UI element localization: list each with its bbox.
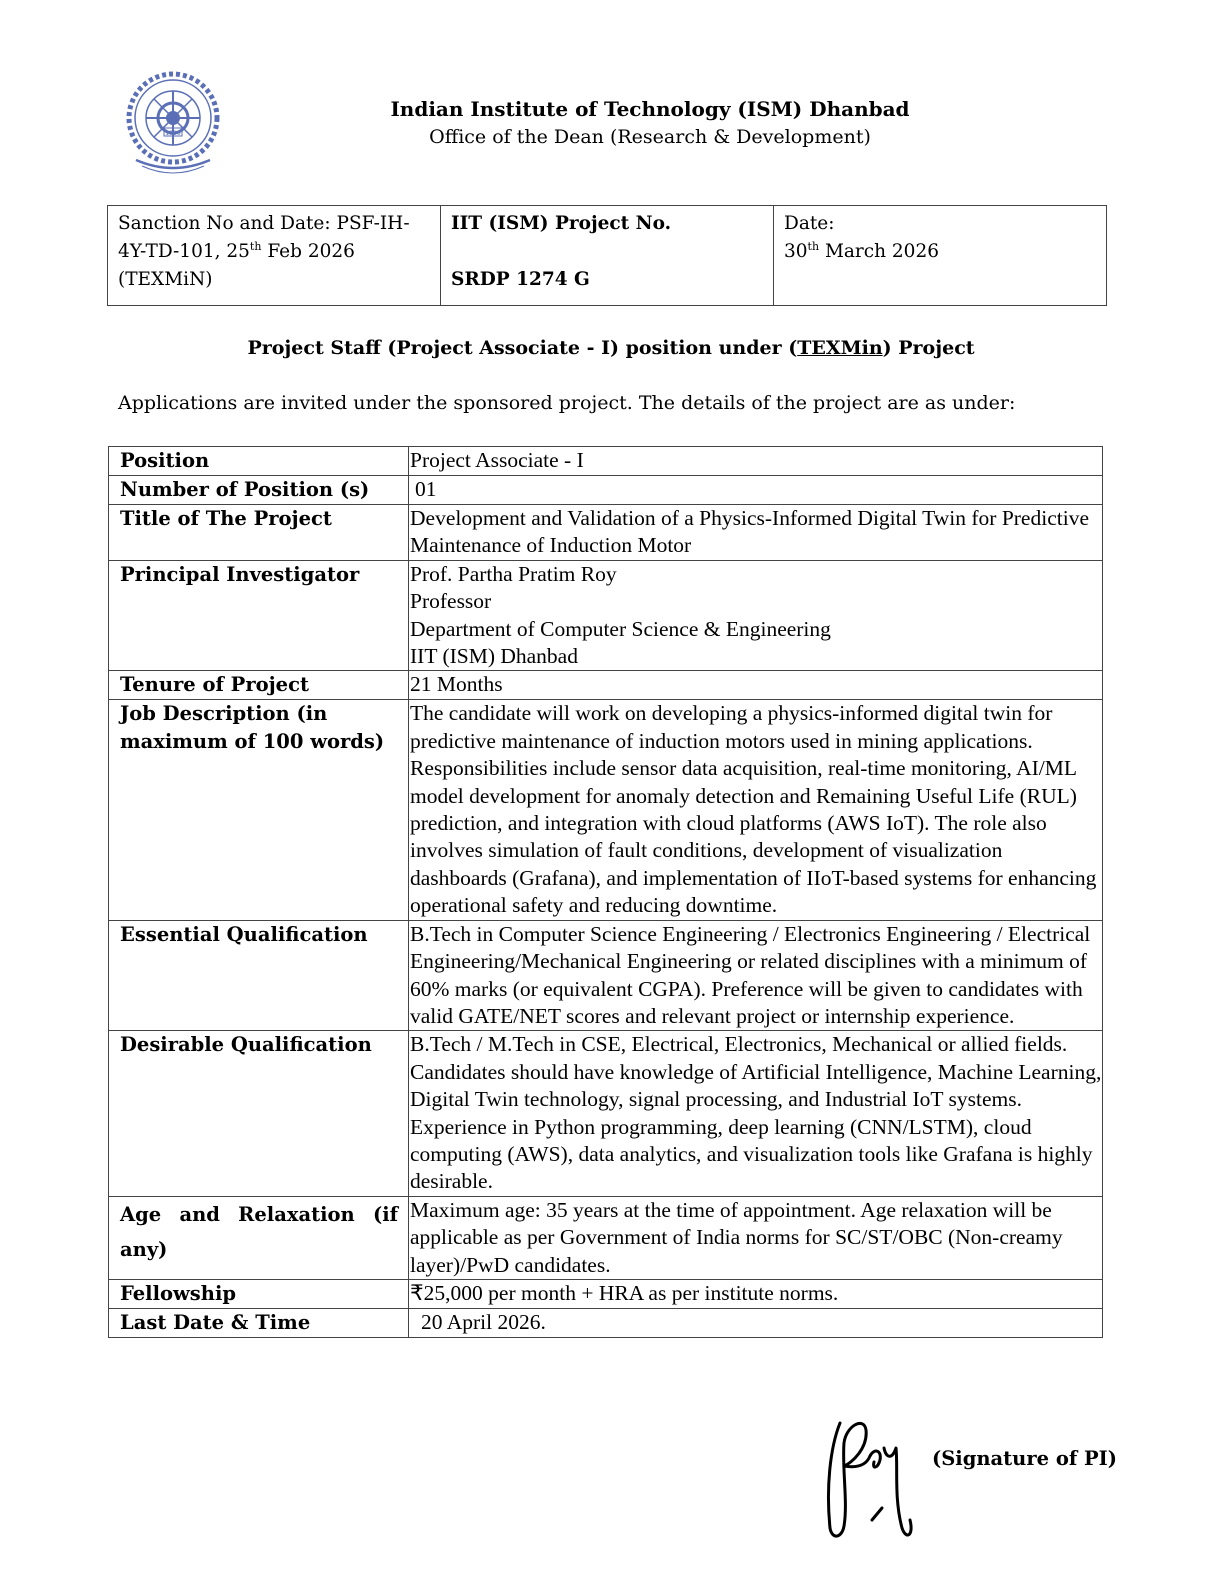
fellowship-label: Fellowship	[109, 1279, 409, 1308]
heading-before: Project Staff (Project Associate - I) position under (	[247, 337, 798, 359]
essential-label: Essential Qualification	[109, 920, 409, 1031]
title-value: Development and Validation of a Physics-Informed Digital Twin for Predictive Maintenance of Induction Motor	[409, 505, 1103, 561]
tenure-value: 21 Months	[409, 671, 1103, 700]
heading-underlined: TEXMin	[797, 337, 883, 359]
row-fellowship	[109, 1279, 1103, 1308]
row-job-description	[109, 700, 1103, 920]
job-description-value: The candidate will work on developing a physics-informed digital twin for predictive maintenance of induction motors used in mining applications. Responsibilities include sensor data acquisition, real-time monitoring, AI/ML model development for anomaly detection and Remaining Useful Life (RUL) prediction, and integration with cloud platforms (AWS IoT). The role also involves simulation of fault conditions, development of visualization dashboards (Grafana), and implementation of IIoT-based systems for enhancing operational safety and reducing downtime.	[409, 700, 1103, 920]
signature-icon	[822, 1408, 922, 1548]
pi-value	[409, 560, 1103, 671]
row-essential	[109, 920, 1103, 1031]
last-date-value: 20 April 2026.	[409, 1308, 1103, 1337]
date-label: Date:	[784, 213, 835, 234]
number-positions-label: Number of Position (s)	[109, 476, 409, 505]
sanction-date: Feb 2026	[261, 241, 355, 262]
row-age	[109, 1196, 1103, 1279]
institute-logo-icon	[124, 70, 222, 176]
pi-name: Prof. Partha Pratim Roy	[410, 561, 617, 586]
date-rest: March 2026	[819, 241, 939, 262]
intro-text: Applications are invited under the sponsored project. The details of the project are as under:	[118, 392, 1016, 414]
row-last-date	[109, 1308, 1103, 1337]
desirable-value: B.Tech / M.Tech in CSE, Electrical, Electronics, Mechanical or allied fields. Candidates should have knowledge of Artificial Intelligence, Machine Learning, Digital Twin technology, signal processing, and Industrial IoT systems. Experience in Python programming, deep learning (CNN/LSTM), cloud computing (AWS), data analytics, and visualization tools like Grafana is highly desirable.	[409, 1031, 1103, 1196]
job-description-label: Job Description (in maximum of 100 words)	[109, 700, 409, 920]
row-desirable	[109, 1031, 1103, 1196]
number-positions-value: 01	[409, 476, 1103, 505]
project-no-cell	[441, 206, 774, 306]
sanction-cell	[108, 206, 441, 306]
pi-department: Department of Computer Science & Engineering	[410, 616, 831, 641]
position-label: Position	[109, 447, 409, 476]
logo-year: 1926	[165, 130, 181, 137]
row-tenure	[109, 671, 1103, 700]
details-table	[108, 446, 1103, 1338]
date-cell	[774, 206, 1107, 306]
signature-label: (Signature of PI)	[932, 1447, 1118, 1470]
dean-office: Office of the Dean (Research & Development)	[429, 126, 871, 148]
position-heading	[0, 337, 1222, 359]
row-position	[109, 447, 1103, 476]
sanction-sup: th	[249, 239, 262, 253]
sanction-label: Sanction No and Date: PSF-IH-4Y-TD-101, 25	[118, 213, 410, 262]
row-number-positions	[109, 476, 1103, 505]
essential-value: B.Tech in Computer Science Engineering / Electronics Engineering / Electrical Engineering/Mechanical Engineering or related disciplines with a minimum of 60% marks (or equivalent CGPA). Preference will be given to candidates with valid GATE/NET scores and relevant project or internship experience.	[409, 920, 1103, 1031]
fellowship-value: ₹25,000 per month + HRA as per institute norms.	[409, 1279, 1103, 1308]
reference-table	[107, 205, 1107, 306]
row-title	[109, 505, 1103, 561]
age-value: Maximum age: 35 years at the time of appointment. Age relaxation will be applicable as per Government of India norms for SC/ST/OBC (Non-creamy layer)/PwD candidates.	[409, 1196, 1103, 1279]
pi-designation: Professor	[410, 589, 492, 614]
row-pi	[109, 560, 1103, 671]
sanction-agency: (TEXMiN)	[118, 269, 213, 290]
tenure-label: Tenure of Project	[109, 671, 409, 700]
position-value: Project Associate - I	[409, 447, 1103, 476]
project-no-label: IIT (ISM) Project No.	[451, 213, 672, 234]
date-day: 30	[784, 241, 808, 262]
heading-after: ) Project	[882, 337, 975, 359]
title-label: Title of The Project	[109, 505, 409, 561]
desirable-label: Desirable Qualification	[109, 1031, 409, 1196]
project-no-value: SRDP 1274 G	[451, 269, 590, 290]
age-label: Age and Relaxation (if any)	[109, 1196, 409, 1279]
last-date-label: Last Date & Time	[109, 1308, 409, 1337]
pi-institute: IIT (ISM) Dhanbad	[410, 644, 578, 669]
institute-name: Indian Institute of Technology (ISM) Dhanbad	[390, 97, 910, 121]
date-sup: th	[807, 239, 820, 253]
pi-label: Principal Investigator	[109, 560, 409, 671]
